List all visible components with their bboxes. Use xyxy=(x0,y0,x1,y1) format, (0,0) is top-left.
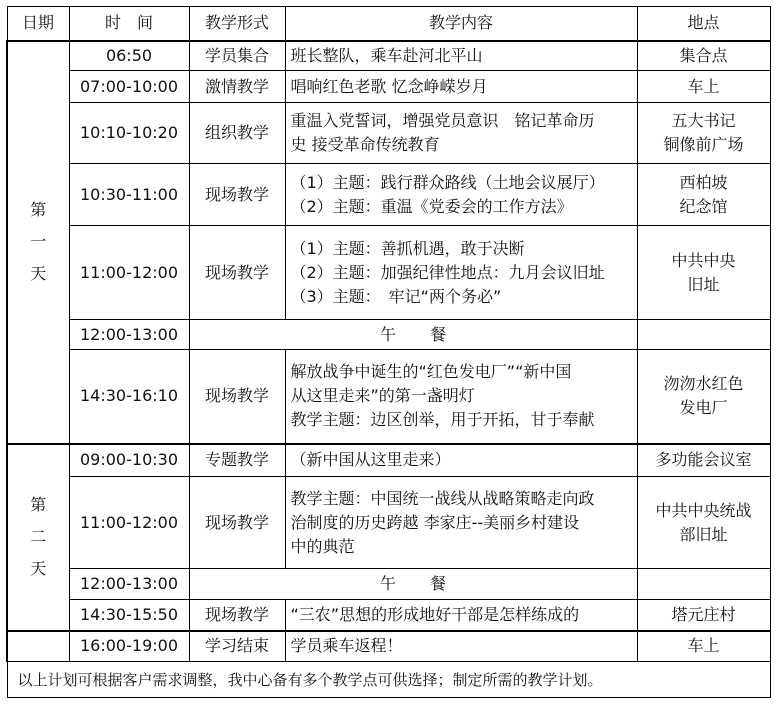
table-row xyxy=(7,41,770,71)
place-cell: 中共中央统战 部旧址 xyxy=(637,477,770,569)
content-cell: 学员乘车返程！ xyxy=(285,631,637,662)
table-row xyxy=(7,444,770,477)
form-cell: 现场教学 xyxy=(189,350,285,444)
table-row xyxy=(7,350,770,444)
form-cell: 专题教学 xyxy=(189,444,285,477)
footer-row xyxy=(7,662,770,698)
place-cell: 塔元庄村 xyxy=(637,600,770,631)
time-cell: 06:50 xyxy=(69,41,189,71)
time-cell: 11:00-12:00 xyxy=(69,477,189,569)
form-cell: 现场教学 xyxy=(189,477,285,569)
time-cell: 12:00-13:00 xyxy=(69,320,189,350)
table-row xyxy=(7,600,770,631)
place-cell: 车上 xyxy=(637,631,770,662)
empty-day-cell xyxy=(7,631,69,662)
place-cell: 五大书记 铜像前广场 xyxy=(637,103,770,164)
content-cell: （1）主题：善抓机遇，敢于决断 （2）主题：加强纪律性地点：九月会议旧址 （3）主题： 牢记“两个务必” xyxy=(285,226,637,320)
content-cell: 重温入党誓词，增强党员意识 铭记革命历 史 接受革命传统教育 xyxy=(285,103,637,164)
day-label-2: 第 二 天 xyxy=(7,444,69,631)
header-place: 地点 xyxy=(637,7,770,41)
schedule-table xyxy=(6,6,771,698)
header-content: 教学内容 xyxy=(285,7,637,41)
table-row xyxy=(7,320,770,350)
table-row xyxy=(7,569,770,600)
time-cell: 14:30-15:50 xyxy=(69,600,189,631)
header-date: 日期 xyxy=(7,7,69,41)
place-cell: 集合点 xyxy=(637,41,770,71)
place-cell: 西柏坡 纪念馆 xyxy=(637,164,770,226)
table-row xyxy=(7,103,770,164)
table-row xyxy=(7,164,770,226)
empty-place-cell xyxy=(637,569,770,600)
content-cell: （1）主题：践行群众路线（土地会议展厅） （2）主题：重温《党委会的工作方法》 xyxy=(285,164,637,226)
day-label-1: 第 一 天 xyxy=(7,41,69,444)
table-row xyxy=(7,71,770,103)
time-cell: 16:00-19:00 xyxy=(69,631,189,662)
place-cell: 沕沕水红色 发电厂 xyxy=(637,350,770,444)
time-cell: 07:00-10:00 xyxy=(69,71,189,103)
form-cell: 学习结束 xyxy=(189,631,285,662)
form-cell: 组织教学 xyxy=(189,103,285,164)
form-cell: 现场教学 xyxy=(189,164,285,226)
time-cell: 12:00-13:00 xyxy=(69,569,189,600)
empty-place-cell xyxy=(637,320,770,350)
time-cell: 09:00-10:30 xyxy=(69,444,189,477)
header-form: 教学形式 xyxy=(189,7,285,41)
header-time: 时 间 xyxy=(69,7,189,41)
time-cell: 14:30-16:10 xyxy=(69,350,189,444)
time-cell: 11:00-12:00 xyxy=(69,226,189,320)
form-cell: 现场教学 xyxy=(189,600,285,631)
content-cell: 解放战争中诞生的“红色发电厂”“新中国 从这里走来”的第一盏明灯 教学主题：边区创举，用于开拓，甘于奉献 xyxy=(285,350,637,444)
place-cell: 多功能会议室 xyxy=(637,444,770,477)
form-cell: 学员集合 xyxy=(189,41,285,71)
content-cell: （新中国从这里走来） xyxy=(285,444,637,477)
table-row xyxy=(7,226,770,320)
time-cell: 10:30-11:00 xyxy=(69,164,189,226)
place-cell: 车上 xyxy=(637,71,770,103)
content-cell: 教学主题：中国统一战线从战略策略走向政 治制度的历史跨越 李家庄--美丽乡村建设 中的典范 xyxy=(285,477,637,569)
content-cell: 班长整队，乘车赴河北平山 xyxy=(285,41,637,71)
table-row xyxy=(7,631,770,662)
table-row xyxy=(7,477,770,569)
footer-note: 以上计划可根据客户需求调整，我中心备有多个教学点可供选择；制定所需的教学计划。 xyxy=(7,662,770,698)
form-cell: 激情教学 xyxy=(189,71,285,103)
lunch-cell: 午 餐 xyxy=(189,320,637,350)
place-cell: 中共中央 旧址 xyxy=(637,226,770,320)
time-cell: 10:10-10:20 xyxy=(69,103,189,164)
lunch-cell: 午 餐 xyxy=(189,569,637,600)
content-cell: “三农”思想的形成地好干部是怎样练成的 xyxy=(285,600,637,631)
content-cell: 唱响红色老歌 忆念峥嵘岁月 xyxy=(285,71,637,103)
form-cell: 现场教学 xyxy=(189,226,285,320)
